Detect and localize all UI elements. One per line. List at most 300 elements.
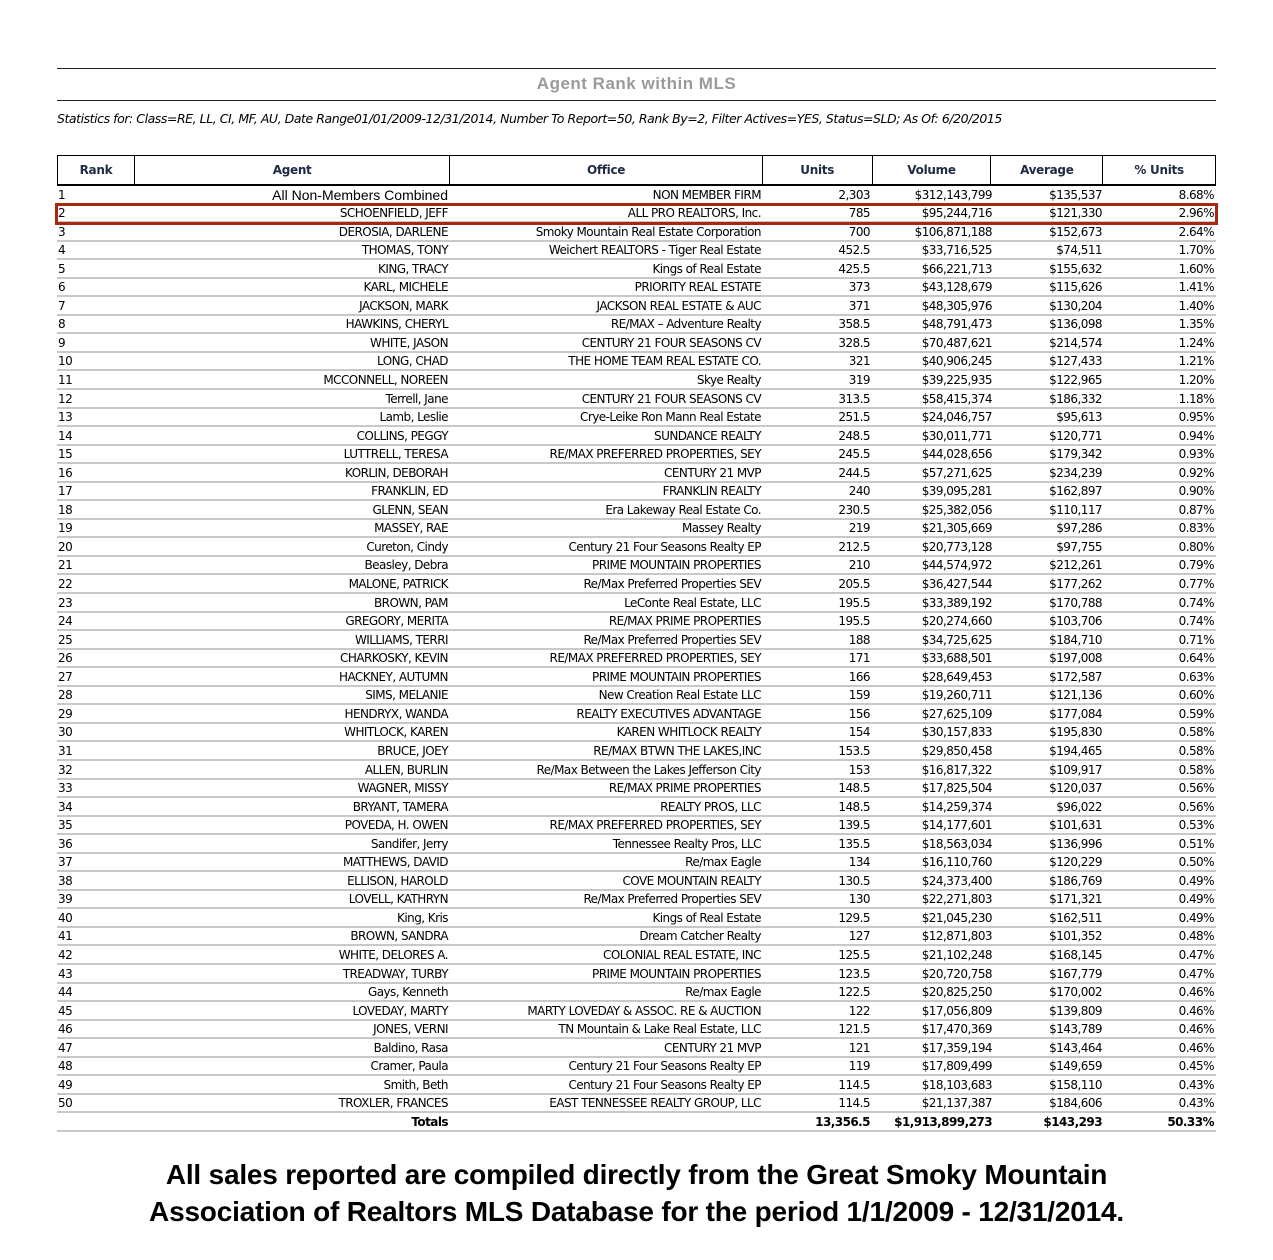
- volume-cell: $20,720,758: [921, 966, 992, 981]
- rank-cell: 26: [58, 651, 73, 666]
- office-cell: Re/Max Preferred Properties SEV: [583, 577, 761, 592]
- pct-units-cell: 0.46%: [1178, 1022, 1214, 1037]
- table-row: [57, 297, 1216, 316]
- units-cell: 195.5: [838, 595, 870, 610]
- rank-cell: 15: [58, 447, 73, 462]
- rank-cell: 40: [58, 910, 73, 925]
- units-cell: 171: [848, 651, 870, 666]
- rank-cell: 44: [58, 985, 73, 1000]
- volume-cell: $40,906,245: [921, 354, 992, 369]
- table-row: [57, 835, 1216, 854]
- average-cell: $101,352: [1049, 929, 1102, 944]
- office-cell: EAST TENNESSEE REALTY GROUP, LLC: [549, 1096, 761, 1111]
- volume-cell: $24,046,757: [921, 410, 992, 425]
- pct-units-cell: 0.93%: [1178, 447, 1214, 462]
- table-row: [57, 501, 1216, 520]
- agent-cell: LOVEDAY, MARTY: [352, 1003, 448, 1018]
- rank-cell: 23: [58, 595, 73, 610]
- average-cell: $162,511: [1049, 910, 1102, 925]
- rank-cell: 8: [58, 317, 66, 332]
- pct-units-cell: 0.58%: [1178, 743, 1214, 758]
- pct-units-cell: 0.71%: [1178, 632, 1214, 647]
- title-rule: [57, 100, 1216, 101]
- average-cell: $95,613: [1056, 410, 1102, 425]
- average-cell: $234,239: [1049, 465, 1102, 480]
- volume-cell: $30,157,833: [921, 725, 992, 740]
- pct-units-cell: 0.53%: [1178, 818, 1214, 833]
- volume-cell: $14,259,374: [921, 799, 992, 814]
- agent-cell: Sandifer, Jerry: [370, 836, 448, 851]
- pct-units-cell: 8.68%: [1178, 187, 1214, 202]
- units-cell: 159: [848, 688, 870, 703]
- agent-cell: GLENN, SEAN: [372, 502, 448, 517]
- office-cell: RE/MAX PREFERRED PROPERTIES, SEY: [549, 818, 761, 833]
- pct-units-cell: 0.83%: [1178, 521, 1214, 536]
- average-cell: $168,145: [1049, 947, 1102, 962]
- rank-cell: 28: [58, 688, 73, 703]
- rank-cell: 25: [58, 632, 73, 647]
- volume-cell: $39,225,935: [921, 373, 992, 388]
- table-row: [57, 186, 1216, 205]
- agent-cell: All Non-Members Combined: [272, 187, 448, 203]
- volume-cell: $58,415,374: [921, 391, 992, 406]
- rank-cell: 33: [58, 781, 73, 796]
- units-cell: 114.5: [838, 1096, 870, 1111]
- rank-cell: 1: [58, 187, 66, 202]
- rank-cell: 41: [58, 929, 73, 944]
- units-cell: 119: [848, 1059, 870, 1074]
- table-row: [57, 427, 1216, 446]
- average-cell: $143,464: [1049, 1040, 1102, 1055]
- table-row: [57, 242, 1216, 261]
- rank-cell: 47: [58, 1040, 73, 1055]
- table-row: [57, 353, 1216, 372]
- office-cell: RE/MAX PREFERRED PROPERTIES, SEY: [549, 651, 761, 666]
- table-row: [57, 483, 1216, 502]
- pct-units-cell: 0.74%: [1178, 595, 1214, 610]
- office-cell: Century 21 Four Seasons Realty EP: [568, 1059, 761, 1074]
- office-cell: Smoky Mountain Real Estate Corporation: [535, 224, 761, 239]
- office-cell: LeConte Real Estate, LLC: [624, 595, 761, 610]
- units-cell: 130: [848, 892, 870, 907]
- volume-cell: $17,825,504: [921, 781, 992, 796]
- rank-cell: 39: [58, 892, 73, 907]
- rank-cell: 31: [58, 743, 73, 758]
- average-cell: $127,433: [1049, 354, 1102, 369]
- pct-units-cell: 0.47%: [1178, 966, 1214, 981]
- agent-cell: ELLISON, HAROLD: [347, 873, 448, 888]
- average-cell: $103,706: [1049, 614, 1102, 629]
- volume-cell: $36,427,544: [921, 577, 992, 592]
- totals-average: $143,293: [1043, 1114, 1102, 1129]
- agent-cell: ALLEN, BURLIN: [364, 762, 448, 777]
- agent-cell: MASSEY, RAE: [374, 521, 448, 536]
- office-cell: RE/MAX PRIME PROPERTIES: [608, 781, 761, 796]
- average-cell: $110,117: [1049, 502, 1102, 517]
- agent-cell: WAGNER, MISSY: [357, 781, 448, 796]
- table-row: [57, 668, 1216, 687]
- agent-cell: KARL, MICHELE: [363, 280, 448, 295]
- average-cell: $152,673: [1049, 224, 1102, 239]
- rank-cell: 34: [58, 799, 73, 814]
- average-cell: $158,110: [1049, 1077, 1102, 1092]
- volume-cell: $29,850,458: [921, 743, 992, 758]
- rank-cell: 21: [58, 558, 73, 573]
- pct-units-cell: 2.64%: [1178, 224, 1214, 239]
- rank-cell: 18: [58, 502, 73, 517]
- table-row: [57, 798, 1216, 817]
- volume-cell: $39,095,281: [921, 484, 992, 499]
- agent-cell: BRYANT, TAMERA: [352, 799, 448, 814]
- average-cell: $101,631: [1049, 818, 1102, 833]
- office-cell: Re/max Eagle: [685, 855, 761, 870]
- pct-units-cell: 0.49%: [1178, 873, 1214, 888]
- office-cell: REALTY PROS, LLC: [660, 799, 761, 814]
- office-cell: Re/Max Preferred Properties SEV: [583, 892, 761, 907]
- units-cell: 251.5: [838, 410, 870, 425]
- office-cell: KAREN WHITLOCK REALTY: [616, 725, 761, 740]
- average-cell: $184,710: [1049, 632, 1102, 647]
- disclaimer-line-1: All sales reported are compiled directly from the Great Smoky Mountain: [165, 1159, 1108, 1190]
- average-cell: $120,771: [1049, 428, 1102, 443]
- pct-units-cell: 0.95%: [1178, 410, 1214, 425]
- pct-units-cell: 0.63%: [1178, 669, 1214, 684]
- pct-units-cell: 1.20%: [1178, 373, 1214, 388]
- volume-cell: $48,791,473: [921, 317, 992, 332]
- agent-cell: Gays, Kenneth: [367, 985, 448, 1000]
- volume-cell: $95,244,716: [921, 206, 992, 221]
- units-cell: 700: [848, 224, 870, 239]
- table-row: [57, 390, 1216, 409]
- average-cell: $212,261: [1049, 558, 1102, 573]
- table-row: [57, 1021, 1216, 1040]
- units-cell: 2,303: [838, 187, 870, 202]
- average-cell: $96,022: [1056, 799, 1102, 814]
- average-cell: $197,008: [1049, 651, 1102, 666]
- rank-cell: 11: [58, 373, 73, 388]
- office-cell: REALTY EXECUTIVES ADVANTAGE: [576, 706, 761, 721]
- totals-volume: $1,913,899,273: [894, 1114, 992, 1129]
- pct-units-cell: 0.46%: [1178, 985, 1214, 1000]
- agent-cell: BROWN, PAM: [373, 595, 448, 610]
- average-cell: $130,204: [1049, 298, 1102, 313]
- agent-cell: COLLINS, PEGGY: [356, 428, 448, 443]
- agent-cell: King, Kris: [397, 910, 448, 925]
- table-row: [57, 1095, 1216, 1114]
- average-cell: $155,632: [1049, 261, 1102, 276]
- average-cell: $136,098: [1049, 317, 1102, 332]
- units-cell: 240: [848, 484, 870, 499]
- office-cell: Skye Realty: [696, 373, 761, 388]
- pct-units-cell: 0.51%: [1178, 836, 1214, 851]
- rank-cell: 7: [58, 298, 66, 313]
- table-row: [57, 279, 1216, 298]
- agent-cell: Terrell, Jane: [385, 391, 448, 406]
- table-row: [57, 316, 1216, 335]
- office-cell: CENTURY 21 FOUR SEASONS CV: [581, 335, 761, 350]
- rank-cell: 4: [58, 243, 66, 258]
- office-cell: JACKSON REAL ESTATE & AUC: [596, 298, 761, 313]
- average-cell: $149,659: [1049, 1059, 1102, 1074]
- average-cell: $121,136: [1049, 688, 1102, 703]
- pct-units-cell: 1.21%: [1178, 354, 1214, 369]
- agent-cell: Baldino, Rasa: [373, 1040, 448, 1055]
- table-row: [57, 687, 1216, 706]
- table-body: [57, 186, 1216, 1132]
- totals-units: 13,356.5: [815, 1114, 870, 1129]
- office-cell: PRIORITY REAL ESTATE: [634, 280, 761, 295]
- office-cell: Dream Catcher Realty: [639, 929, 761, 944]
- rank-cell: 6: [58, 280, 66, 295]
- volume-cell: $21,045,230: [921, 910, 992, 925]
- column-header-pct-units: % Units: [1134, 163, 1184, 177]
- agent-cell: LOVELL, KATHRYN: [348, 892, 448, 907]
- average-cell: $214,574: [1049, 335, 1102, 350]
- volume-cell: $312,143,799: [914, 187, 992, 202]
- table-row-highlighted: [57, 205, 1216, 224]
- volume-cell: $66,221,713: [921, 261, 992, 276]
- volume-cell: $18,103,683: [921, 1077, 992, 1092]
- office-cell: Re/Max Preferred Properties SEV: [583, 632, 761, 647]
- pct-units-cell: 0.74%: [1178, 614, 1214, 629]
- rank-cell: 10: [58, 354, 73, 369]
- rank-cell: 43: [58, 966, 73, 981]
- pct-units-cell: 1.41%: [1178, 280, 1214, 295]
- office-cell: Crye-Leike Ron Mann Real Estate: [580, 410, 761, 425]
- volume-cell: $106,871,188: [914, 224, 992, 239]
- rank-cell: 35: [58, 818, 73, 833]
- volume-cell: $19,260,711: [921, 688, 992, 703]
- table-row: [57, 909, 1216, 928]
- table-row: [57, 742, 1216, 761]
- units-cell: 373: [848, 280, 870, 295]
- office-cell: TN Mountain & Lake Real Estate, LLC: [558, 1022, 761, 1037]
- rank-cell: 17: [58, 484, 73, 499]
- table-row: [57, 946, 1216, 965]
- volume-cell: $28,649,453: [921, 669, 992, 684]
- units-cell: 135.5: [838, 836, 870, 851]
- agent-cell: SCHOENFIELD, JEFF: [339, 206, 448, 221]
- average-cell: $195,830: [1049, 725, 1102, 740]
- units-cell: 321: [848, 354, 870, 369]
- table-row: [57, 928, 1216, 947]
- units-cell: 139.5: [838, 818, 870, 833]
- totals-pct-units: 50.33%: [1167, 1114, 1214, 1129]
- office-cell: CENTURY 21 MVP: [664, 1040, 761, 1055]
- volume-cell: $22,271,803: [921, 892, 992, 907]
- units-cell: 121.5: [838, 1022, 870, 1037]
- agent-cell: WILLIAMS, TERRI: [354, 632, 448, 647]
- agent-cell: HACKNEY, AUTUMN: [339, 669, 448, 684]
- average-cell: $109,917: [1049, 762, 1102, 777]
- rank-cell: 27: [58, 669, 73, 684]
- table-row: [57, 446, 1216, 465]
- pct-units-cell: 0.48%: [1178, 929, 1214, 944]
- agent-cell: JACKSON, MARK: [359, 298, 448, 313]
- agent-cell: HAWKINS, CHERYL: [345, 317, 448, 332]
- average-cell: $172,587: [1049, 669, 1102, 684]
- agent-cell: MATTHEWS, DAVID: [342, 855, 448, 870]
- pct-units-cell: 0.49%: [1178, 892, 1214, 907]
- units-cell: 452.5: [838, 243, 870, 258]
- table-row: [57, 854, 1216, 873]
- units-cell: 358.5: [838, 317, 870, 332]
- units-cell: 121: [848, 1040, 870, 1055]
- volume-cell: $18,563,034: [921, 836, 992, 851]
- volume-cell: $44,574,972: [921, 558, 992, 573]
- rank-cell: 19: [58, 521, 73, 536]
- table-row: [57, 650, 1216, 669]
- table-row: [57, 780, 1216, 799]
- pct-units-cell: 0.94%: [1178, 428, 1214, 443]
- office-cell: Era Lakeway Real Estate Co.: [605, 502, 761, 517]
- volume-cell: $70,487,621: [921, 335, 992, 350]
- units-cell: 153.5: [838, 743, 870, 758]
- agent-cell: JONES, VERNI: [373, 1022, 448, 1037]
- agent-cell: TREADWAY, TURBY: [342, 966, 448, 981]
- table-row: [57, 705, 1216, 724]
- pct-units-cell: 0.46%: [1178, 1003, 1214, 1018]
- units-cell: 148.5: [838, 781, 870, 796]
- agent-cell: DEROSIA, DARLENE: [338, 224, 448, 239]
- average-cell: $184,606: [1049, 1096, 1102, 1111]
- pct-units-cell: 0.58%: [1178, 762, 1214, 777]
- average-cell: $120,229: [1049, 855, 1102, 870]
- rank-cell: 32: [58, 762, 73, 777]
- table-row: [57, 575, 1216, 594]
- agent-cell: BROWN, SANDRA: [350, 929, 448, 944]
- table-row: [57, 724, 1216, 743]
- agent-cell: MCCONNELL, NOREEN: [323, 373, 448, 388]
- volume-cell: $17,359,194: [921, 1040, 992, 1055]
- volume-cell: $20,274,660: [921, 614, 992, 629]
- table-row: [57, 891, 1216, 910]
- office-cell: MARTY LOVEDAY & ASSOC. RE & AUCTION: [527, 1003, 761, 1018]
- table-row: [57, 631, 1216, 650]
- average-cell: $194,465: [1049, 743, 1102, 758]
- rank-cell: 12: [58, 391, 73, 406]
- agent-cell: THOMAS, TONY: [361, 243, 448, 258]
- agent-cell: LUTTRELL, TERESA: [343, 447, 448, 462]
- agent-cell: POVEDA, H. OWEN: [344, 818, 448, 833]
- pct-units-cell: 0.50%: [1178, 855, 1214, 870]
- volume-cell: $57,271,625: [921, 465, 992, 480]
- volume-cell: $17,809,499: [921, 1059, 992, 1074]
- units-cell: 219: [848, 521, 870, 536]
- units-cell: 123.5: [838, 966, 870, 981]
- pct-units-cell: 1.60%: [1178, 261, 1214, 276]
- table-row: [57, 1058, 1216, 1077]
- rank-cell: 45: [58, 1003, 73, 1018]
- agent-cell: TROXLER, FRANCES: [338, 1096, 448, 1111]
- rank-cell: 13: [58, 410, 73, 425]
- source-disclaimer: [0, 1156, 1273, 1230]
- units-cell: 153: [848, 762, 870, 777]
- units-cell: 156: [848, 706, 870, 721]
- units-cell: 195.5: [838, 614, 870, 629]
- table-row: [57, 817, 1216, 836]
- units-cell: 212.5: [838, 539, 870, 554]
- column-header-units: Units: [763, 156, 873, 184]
- units-cell: 244.5: [838, 465, 870, 480]
- office-cell: ALL PRO REALTORS, Inc.: [627, 206, 761, 221]
- units-cell: 114.5: [838, 1077, 870, 1092]
- agent-cell: Smith, Beth: [383, 1077, 448, 1092]
- average-cell: $170,788: [1049, 595, 1102, 610]
- average-cell: $122,965: [1049, 373, 1102, 388]
- units-cell: 313.5: [838, 391, 870, 406]
- average-cell: $167,779: [1049, 966, 1102, 981]
- rank-cell: 50: [58, 1096, 73, 1111]
- pct-units-cell: 0.56%: [1178, 799, 1214, 814]
- office-cell: THE HOME TEAM REAL ESTATE CO.: [568, 354, 761, 369]
- pct-units-cell: 1.35%: [1178, 317, 1214, 332]
- volume-cell: $33,688,501: [921, 651, 992, 666]
- units-cell: 127: [848, 929, 870, 944]
- units-cell: 248.5: [838, 428, 870, 443]
- pct-units-cell: 0.47%: [1178, 947, 1214, 962]
- pct-units-cell: 0.80%: [1178, 539, 1214, 554]
- average-cell: $186,769: [1049, 873, 1102, 888]
- units-cell: 245.5: [838, 447, 870, 462]
- pct-units-cell: 0.43%: [1178, 1077, 1214, 1092]
- volume-cell: $33,389,192: [921, 595, 992, 610]
- rank-cell: 38: [58, 873, 73, 888]
- units-cell: 154: [848, 725, 870, 740]
- volume-cell: $17,056,809: [921, 1003, 992, 1018]
- column-header-office: Office: [450, 156, 762, 184]
- pct-units-cell: 0.58%: [1178, 725, 1214, 740]
- rank-cell: 49: [58, 1077, 73, 1092]
- average-cell: $121,330: [1049, 206, 1102, 221]
- table-row: [57, 371, 1216, 390]
- table-row: [57, 538, 1216, 557]
- agent-cell: MALONE, PATRICK: [348, 577, 448, 592]
- units-cell: 205.5: [838, 577, 870, 592]
- average-cell: $136,996: [1049, 836, 1102, 851]
- table-row: [57, 594, 1216, 613]
- pct-units-cell: 0.59%: [1178, 706, 1214, 721]
- totals-label: Totals: [411, 1114, 448, 1129]
- office-cell: CENTURY 21 FOUR SEASONS CV: [581, 391, 761, 406]
- volume-cell: $43,128,679: [921, 280, 992, 295]
- pct-units-cell: 0.64%: [1178, 651, 1214, 666]
- pct-units-cell: 0.60%: [1178, 688, 1214, 703]
- agent-cell: GREGORY, MERITA: [345, 614, 448, 629]
- volume-cell: $25,382,056: [921, 502, 992, 517]
- units-cell: 166: [848, 669, 870, 684]
- agent-cell: Cramer, Paula: [370, 1059, 448, 1074]
- average-cell: $179,342: [1049, 447, 1102, 462]
- volume-cell: $48,305,976: [921, 298, 992, 313]
- average-cell: $170,002: [1049, 985, 1102, 1000]
- table-row: [57, 1039, 1216, 1058]
- units-cell: 230.5: [838, 502, 870, 517]
- units-cell: 319: [848, 373, 870, 388]
- totals-row: [57, 1113, 1216, 1132]
- average-cell: $186,332: [1049, 391, 1102, 406]
- table-row: [57, 260, 1216, 279]
- table-row: [57, 520, 1216, 539]
- volume-cell: $21,102,248: [921, 947, 992, 962]
- column-header-volume: Volume: [873, 156, 992, 184]
- table-row: [57, 761, 1216, 780]
- office-cell: New Creation Real Estate LLC: [598, 688, 761, 703]
- volume-cell: $16,817,322: [921, 762, 992, 777]
- office-cell: Re/max Eagle: [685, 985, 761, 1000]
- statistics-criteria: Statistics for: Class=RE, LL, CI, MF, AU, Date Range01/01/2009-12/31/2014, Number To Report=50, Rank By=2, Filter Actives=YES, Status=SLD; As Of: 6/20/2015: [57, 111, 1002, 126]
- average-cell: $143,789: [1049, 1022, 1102, 1037]
